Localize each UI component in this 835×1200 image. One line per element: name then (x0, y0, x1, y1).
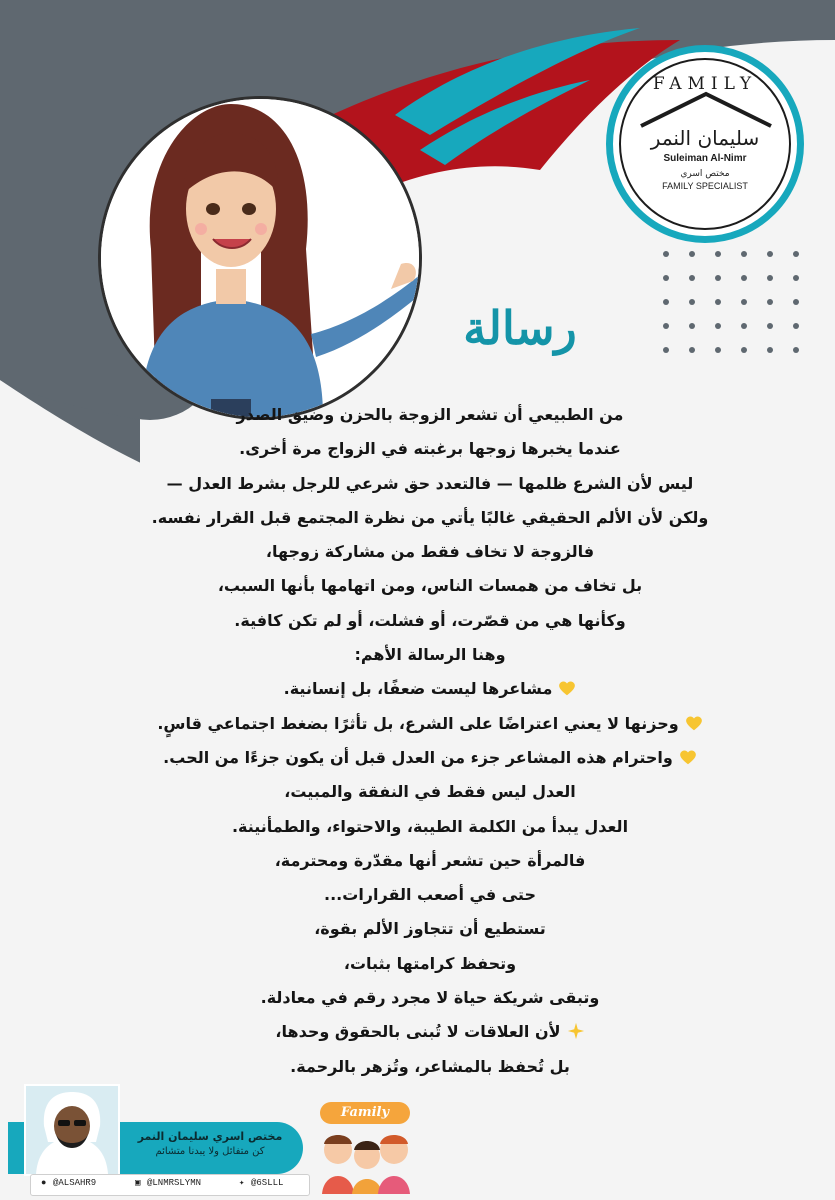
decor-dot (793, 275, 799, 281)
decor-dot (767, 299, 773, 305)
logo-title-english: FAMILY SPECIALIST (662, 181, 748, 191)
message-line (100, 775, 760, 809)
twitter-icon: ✦ (239, 1178, 245, 1188)
message-line-text: ولكن لأن الألم الحقيقي غالبًا يأتي من نظرة المجتمع قبل القرار نفسه. (151, 507, 709, 527)
decor-dot (689, 347, 695, 353)
message-line (100, 947, 760, 981)
sparkles-icon (567, 1022, 585, 1040)
decor-dot (663, 323, 669, 329)
decor-dot (715, 275, 721, 281)
message-line (100, 912, 760, 946)
decor-dot (715, 323, 721, 329)
message-line (100, 1015, 760, 1049)
decor-dot (663, 275, 669, 281)
message-line (100, 535, 760, 569)
family-logo-badge (606, 45, 804, 243)
decor-dot (663, 347, 669, 353)
decor-dot (689, 251, 695, 257)
page-heading: رسالة (463, 301, 577, 355)
logo-title-arabic: مختص اسري (680, 169, 730, 179)
decor-dot (741, 275, 747, 281)
message-line-text: وهنا الرسالة الأهم: (354, 645, 506, 665)
message-line (100, 844, 760, 878)
message-line (100, 569, 760, 603)
message-line-text: تستطيع أن تتجاوز الألم بقوة، (314, 919, 546, 939)
message-line (100, 638, 760, 672)
decor-dot (741, 347, 747, 353)
message-line-text: حتى في أصعب القرارات... (324, 885, 536, 905)
decor-dot (793, 299, 799, 305)
message-line-text: العدل يبدأ من الكلمة الطيبة، والاحتواء، والطمأنينة. (231, 816, 629, 836)
message-line-text: عندما يخبرها زوجها برغبته في الزواج مرة أخرى. (239, 439, 621, 459)
message-line-text: وكأنها هي من قصّرت، أو فشلت، أو لم تكن كافية. (234, 610, 626, 630)
decor-dot (793, 251, 799, 257)
decor-dot (741, 299, 747, 305)
message-line-text: وتحفظ كرامتها بثبات، (343, 953, 517, 973)
decor-dot (767, 275, 773, 281)
decor-dot (663, 299, 669, 305)
message-line (100, 810, 760, 844)
message-line-text: من الطبيعي أن تشعر الزوجة بالحزن وضيق الصدر (236, 405, 624, 424)
message-line-text: وتبقى شريكة حياة لا مجرد رقم في معادلة. (260, 988, 600, 1008)
decor-dot (767, 347, 773, 353)
message-line (100, 1050, 760, 1084)
logo-name-arabic: سليمان النمر (650, 126, 760, 150)
decor-dot (689, 275, 695, 281)
decor-dot (663, 251, 669, 257)
decor-dot (741, 323, 747, 329)
message-line-text: واحترام هذه المشاعر جزء من العدل قبل أن يكون جزءًا من الحب. (163, 747, 673, 767)
social-handles-bar (30, 1174, 310, 1196)
message-line-text: وحزنها لا يعني اعتراضًا على الشرع، بل تأثرًا بضغط اجتماعي قاسٍ. (157, 713, 679, 733)
message-line (100, 398, 760, 432)
message-line-text: فالمرأة حين تشعر أنها مقدّرة ومحترمة، (274, 850, 586, 870)
message-line (100, 432, 760, 466)
message-line (100, 604, 760, 638)
message-line (100, 672, 760, 706)
decor-dot (767, 323, 773, 329)
footer-author-title: مختص اسري سليمان النمر (137, 1130, 283, 1143)
message-line (100, 467, 760, 501)
yellow-heart-icon (558, 679, 576, 697)
logo-name-english: Suleiman Al-Nimr (663, 153, 747, 164)
decor-dot (689, 323, 695, 329)
message-line (100, 878, 760, 912)
yellow-heart-icon (685, 714, 703, 732)
decor-dot (715, 299, 721, 305)
message-line-text: لأن العلاقات لا تُبنى بالحقوق وحدها، (275, 1022, 561, 1042)
snapchat-handle[interactable]: @ALSAHR9 (53, 1178, 97, 1188)
dot-grid-decoration (658, 246, 808, 356)
woman-illustration (101, 99, 419, 417)
message-line (100, 501, 760, 535)
twitter-handle[interactable]: @6SLLL (251, 1178, 284, 1188)
message-line (100, 707, 760, 741)
house-roof-icon (635, 88, 777, 128)
decor-dot (793, 323, 799, 329)
message-body (100, 398, 760, 1084)
message-line-text: فالزوجة لا تخاف فقط من مشاركة زوجها، (265, 542, 595, 562)
family-badge: Family (320, 1102, 410, 1124)
portrait-illustration (98, 96, 422, 420)
message-line (100, 741, 760, 775)
author-avatar (26, 1086, 118, 1174)
message-line-text: بل تُحفظ بالمشاعر، وتُزهر بالرحمة. (290, 1056, 570, 1076)
footer-author-subtitle: كن متفائل ولا يبدنا متشائم (155, 1146, 265, 1157)
message-line-text: بل تخاف من همسات الناس، ومن اتهامها بأنها السبب، (217, 576, 643, 596)
message-line-text: ليس لأن الشرع ظلمها — فالتعدد حق شرعي للرجل بشرط العدل — (166, 473, 694, 493)
author-photo (24, 1084, 120, 1176)
instagram-icon: ▣ (135, 1178, 141, 1188)
message-line-text: العدل ليس فقط في النفقة والمبيت، (284, 782, 576, 802)
yellow-heart-icon (679, 748, 697, 766)
instagram-handle[interactable]: @LNMRSLYMN (147, 1178, 202, 1188)
decor-dot (767, 251, 773, 257)
decor-dot (715, 251, 721, 257)
snapchat-icon: ● (41, 1178, 47, 1188)
decor-dot (689, 299, 695, 305)
logo-word: FAMILY (652, 74, 758, 94)
message-line-text: مشاعرها ليست ضعفًا، بل إنسانية. (283, 679, 553, 699)
decor-dot (715, 347, 721, 353)
decor-dot (741, 251, 747, 257)
decor-dot (793, 347, 799, 353)
message-line (100, 981, 760, 1015)
